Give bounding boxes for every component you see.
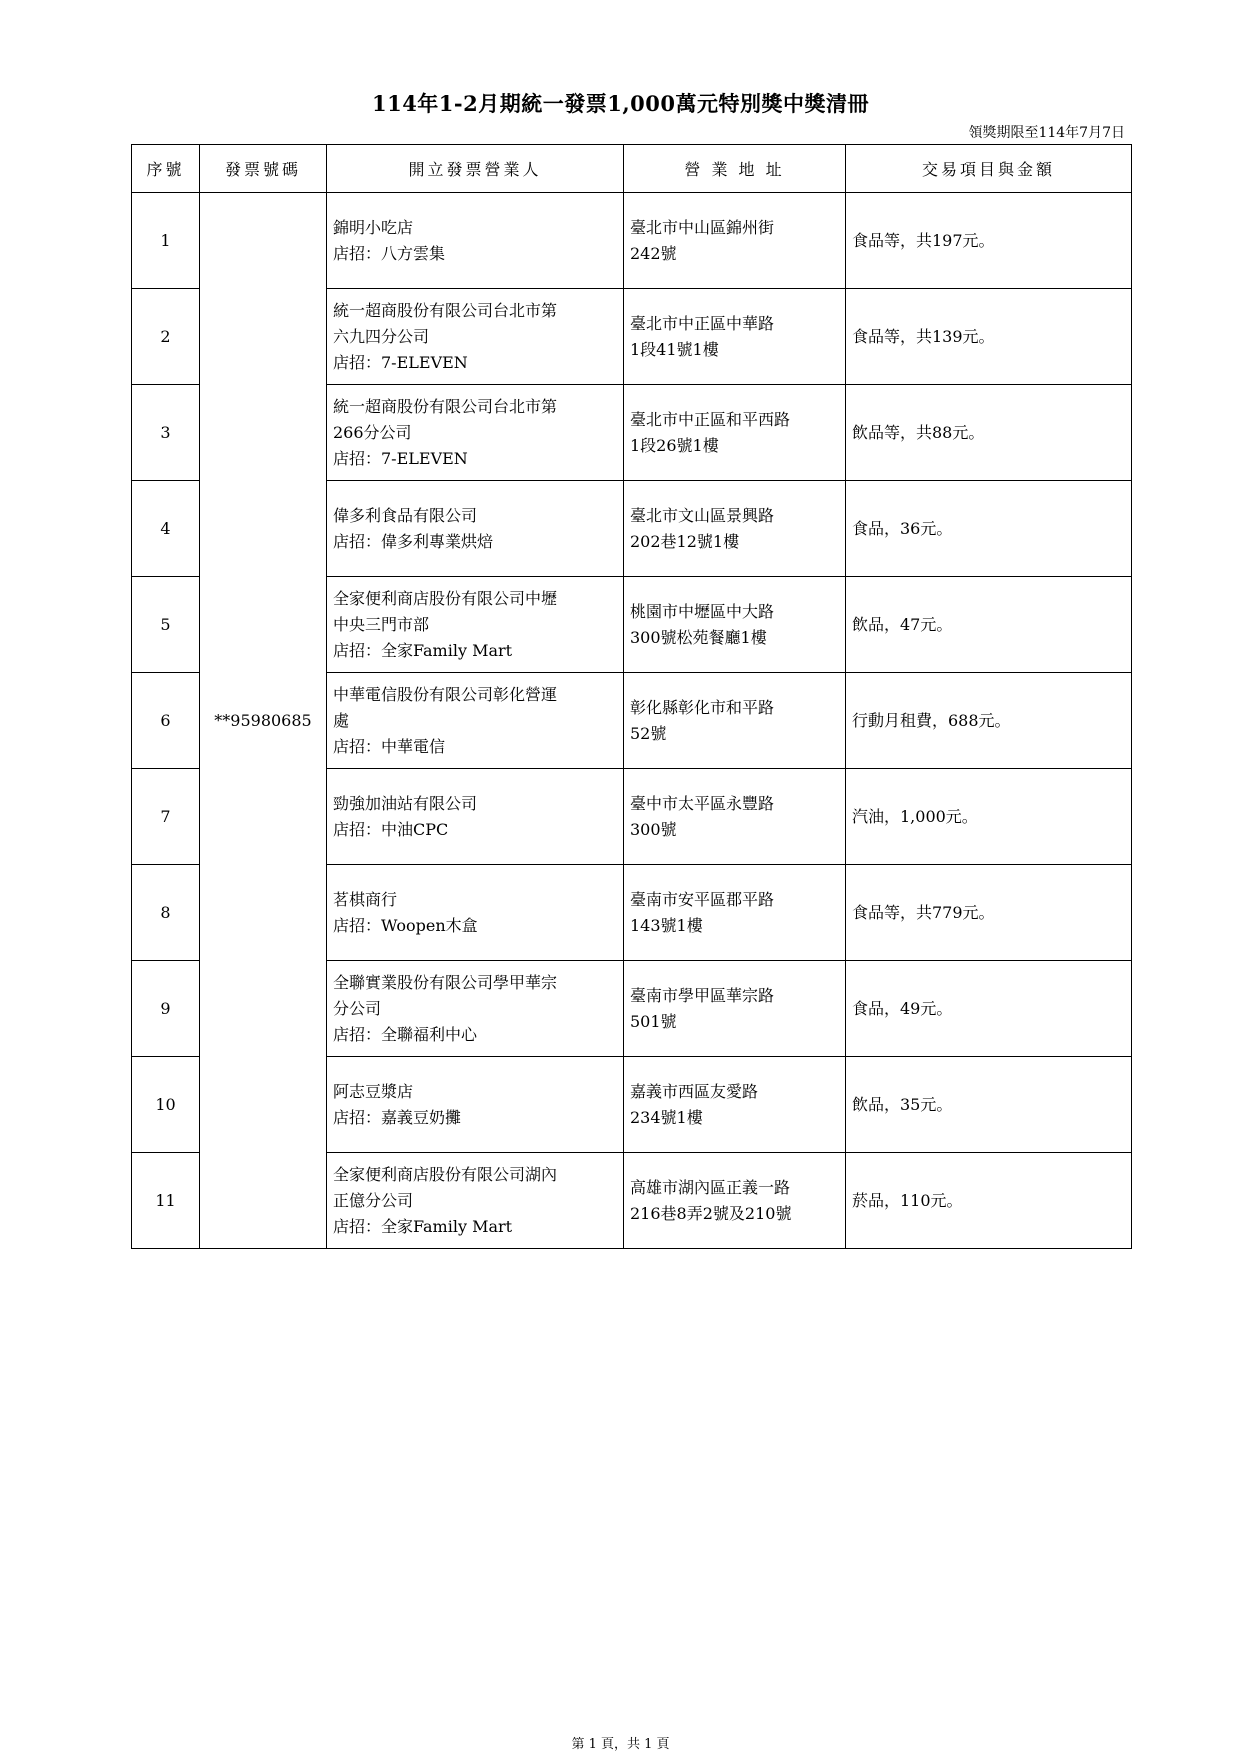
row-address [624, 481, 846, 577]
merchant-line: 正億分公司 [333, 1190, 414, 1210]
address-line: 1段26號1樓 [630, 435, 719, 455]
merchant-line: 中央三門市部 [333, 614, 430, 634]
row-address [624, 769, 846, 865]
row-seq: 8 [132, 865, 200, 961]
column-header-item: 交易項目與金額 [846, 145, 1132, 193]
row-item-amount: 食品，49元。 [846, 961, 1132, 1057]
merchant-line: 店招：全家Family Mart [333, 640, 513, 660]
row-address [624, 865, 846, 961]
merchant-line: 店招：嘉義豆奶攤 [333, 1107, 462, 1127]
row-merchant [327, 193, 624, 289]
address-line: 52號 [630, 723, 667, 743]
address-line: 桃園市中壢區中大路 [630, 601, 775, 621]
merchant-line: 店招：八方雲集 [333, 243, 446, 263]
row-seq: 2 [132, 289, 200, 385]
merchant-line: 分公司 [333, 998, 382, 1018]
address-line: 1段41號1樓 [630, 339, 719, 359]
row-seq: 3 [132, 385, 200, 481]
address-line: 202巷12號1樓 [630, 531, 740, 551]
address-line: 高雄市湖內區正義一路 [630, 1177, 791, 1197]
row-address [624, 193, 846, 289]
row-item-amount: 汽油，1,000元。 [846, 769, 1132, 865]
address-line: 234號1樓 [630, 1107, 703, 1127]
address-line: 臺北市中山區錦州街 [630, 217, 775, 237]
address-line: 300號松苑餐廳1樓 [630, 627, 767, 647]
merchant-line: 全家便利商店股份有限公司湖內 [333, 1164, 558, 1184]
row-seq: 10 [132, 1057, 200, 1153]
row-address [624, 289, 846, 385]
address-line: 242號 [630, 243, 677, 263]
row-address [624, 577, 846, 673]
merchant-line: 店招：7-ELEVEN [333, 352, 468, 372]
column-header-address: 營 業 地 址 [624, 145, 846, 193]
merchant-line: 統一超商股份有限公司台北市第 [333, 396, 558, 416]
merchant-line: 店招：7-ELEVEN [333, 448, 468, 468]
row-item-amount: 飲品，47元。 [846, 577, 1132, 673]
page-title: 114年1-2月期統一發票1,000萬元特別獎中獎清冊 [371, 91, 870, 116]
row-merchant [327, 961, 624, 1057]
row-merchant [327, 1153, 624, 1249]
row-item-amount: 食品，36元。 [846, 481, 1132, 577]
merchant-line: 錦明小吃店 [333, 217, 414, 237]
row-merchant [327, 673, 624, 769]
address-line: 臺南市學甲區華宗路 [630, 985, 775, 1005]
merchant-line: 六九四分公司 [333, 326, 430, 346]
address-line: 臺北市文山區景興路 [630, 505, 775, 525]
table-row [132, 193, 1132, 289]
row-merchant [327, 385, 624, 481]
winners-table [131, 144, 1132, 1249]
merchant-line: 偉多利食品有限公司 [333, 505, 478, 525]
row-address [624, 961, 846, 1057]
row-merchant [327, 1057, 624, 1153]
address-line: 501號 [630, 1011, 677, 1031]
row-item-amount: 食品等，共139元。 [846, 289, 1132, 385]
address-line: 臺南市安平區郡平路 [630, 889, 775, 909]
row-item-amount: 飲品等，共88元。 [846, 385, 1132, 481]
row-seq: 5 [132, 577, 200, 673]
row-seq: 7 [132, 769, 200, 865]
merchant-line: 店招：全家Family Mart [333, 1216, 513, 1236]
merchant-line: 店招：中油CPC [333, 819, 449, 839]
row-address [624, 673, 846, 769]
merchant-line: 店招：全聯福利中心 [333, 1024, 478, 1044]
column-header-seq: 序號 [132, 145, 200, 193]
merchant-line: 勁強加油站有限公司 [333, 793, 478, 813]
row-merchant [327, 865, 624, 961]
row-seq: 6 [132, 673, 200, 769]
address-line: 臺北市中正區中華路 [630, 313, 775, 333]
merchant-line: 全聯實業股份有限公司學甲華宗 [333, 972, 558, 992]
table-header-row [132, 145, 1132, 193]
merchant-line: 店招：Woopen木盒 [333, 915, 478, 935]
merchant-line: 全家便利商店股份有限公司中壢 [333, 588, 558, 608]
address-line: 臺北市中正區和平西路 [630, 409, 791, 429]
address-line: 嘉義市西區友愛路 [630, 1081, 759, 1101]
address-line: 臺中市太平區永豐路 [630, 793, 775, 813]
invoice-number: **95980685 [200, 193, 327, 1249]
address-line: 216巷8弄2號及210號 [630, 1203, 792, 1223]
row-seq: 1 [132, 193, 200, 289]
row-seq: 11 [132, 1153, 200, 1249]
row-seq: 4 [132, 481, 200, 577]
merchant-line: 茗棋商行 [333, 889, 398, 909]
address-line: 143號1樓 [630, 915, 703, 935]
row-item-amount: 菸品，110元。 [846, 1153, 1132, 1249]
merchant-line: 阿志豆漿店 [333, 1081, 414, 1101]
address-line: 300號 [630, 819, 677, 839]
merchant-line: 中華電信股份有限公司彰化營運 [333, 684, 558, 704]
row-seq: 9 [132, 961, 200, 1057]
row-item-amount: 行動月租費，688元。 [846, 673, 1132, 769]
merchant-line: 266分公司 [333, 422, 412, 442]
row-item-amount: 飲品，35元。 [846, 1057, 1132, 1153]
claim-deadline: 領獎期限至114年7月7日 [968, 125, 1125, 141]
row-item-amount: 食品等，共197元。 [846, 193, 1132, 289]
row-address [624, 385, 846, 481]
column-header-merchant: 開立發票營業人 [327, 145, 624, 193]
address-line: 彰化縣彰化市和平路 [630, 697, 775, 717]
column-header-invoice: 發票號碼 [200, 145, 327, 193]
row-merchant [327, 289, 624, 385]
merchant-line: 處 [333, 710, 350, 730]
row-merchant [327, 481, 624, 577]
row-address [624, 1057, 846, 1153]
row-merchant [327, 577, 624, 673]
merchant-line: 店招：中華電信 [333, 736, 446, 756]
page-footer: 第 1 頁，共 1 頁 [571, 1737, 670, 1752]
row-item-amount: 食品等，共779元。 [846, 865, 1132, 961]
row-address [624, 1153, 846, 1249]
row-merchant [327, 769, 624, 865]
merchant-line: 店招：偉多利專業烘焙 [333, 531, 494, 551]
merchant-line: 統一超商股份有限公司台北市第 [333, 300, 558, 320]
